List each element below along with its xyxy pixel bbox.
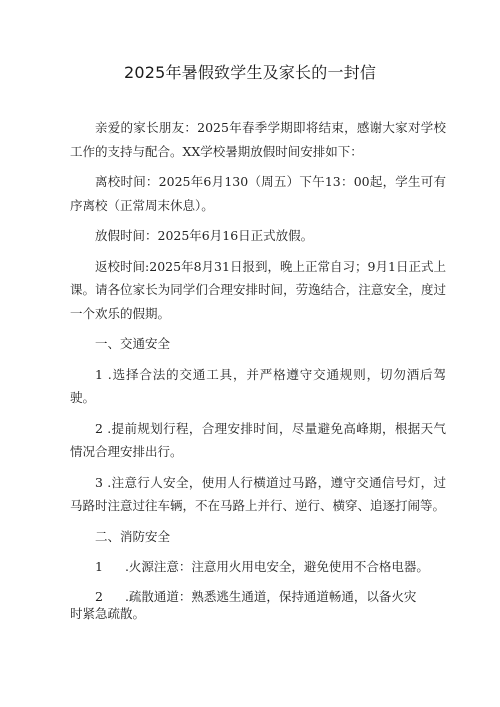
fire-item-1-text: .火源注意：注意用火用电安全，避免使用不合格电器。: [124, 559, 429, 574]
departure-time-paragraph: 离校时间：2025年6月130（周五）下午13：00起，学生可有序离校（正常周末休息）。: [70, 174, 446, 213]
traffic-item-1: 1 .选择合法的交通工具，并严格遵守交通规则，切勿酒后驾驶。: [70, 366, 446, 405]
traffic-item-3: 3 .注意行人安全，使用人行横道过马路，遵守交通信号灯，过马路时注意过往车辆，不在马路上并行、逆行、横穿、追逐打闹等。: [70, 474, 446, 513]
traffic-item-2: 2 .提前规划行程，合理安排时间，尽量避免高峰期，根据天气情况合理安排出行。: [70, 420, 446, 459]
document-title: 2025年暑假致学生及家长的一封信: [123, 63, 377, 82]
fire-item-2-text-line2: 时紧急疏散。: [70, 605, 146, 621]
return-time-paragraph: 返校时间:2025年8月31日报到，晚上正常自习；9月1日正式上课。请各位家长为同学们合理安排时间，劳逸结合，注意安全，度过一个欢乐的假期。: [70, 258, 446, 321]
greeting-paragraph: 亲爱的家长朋友：2025年春季学期即将结束，感谢大家对学校工作的支持与配合。XX学校暑期放假时间安排如下：: [70, 120, 446, 159]
fire-item-1-number: 1: [95, 559, 103, 574]
fire-item-1: [70, 555, 446, 579]
document-body: [70, 116, 446, 622]
fire-item-2-number: 2: [95, 588, 103, 604]
fire-item-2: [70, 588, 446, 622]
section-heading-traffic: 一、交通安全: [95, 336, 171, 351]
holiday-start-paragraph: 放假时间：2025年6月16日正式放假。: [95, 228, 314, 243]
section-heading-fire: 二、消防安全: [95, 528, 171, 544]
fire-item-2-text-line1: .疏散通道：熟悉逃生通道，保持通道畅通，以备火灾: [124, 588, 417, 604]
